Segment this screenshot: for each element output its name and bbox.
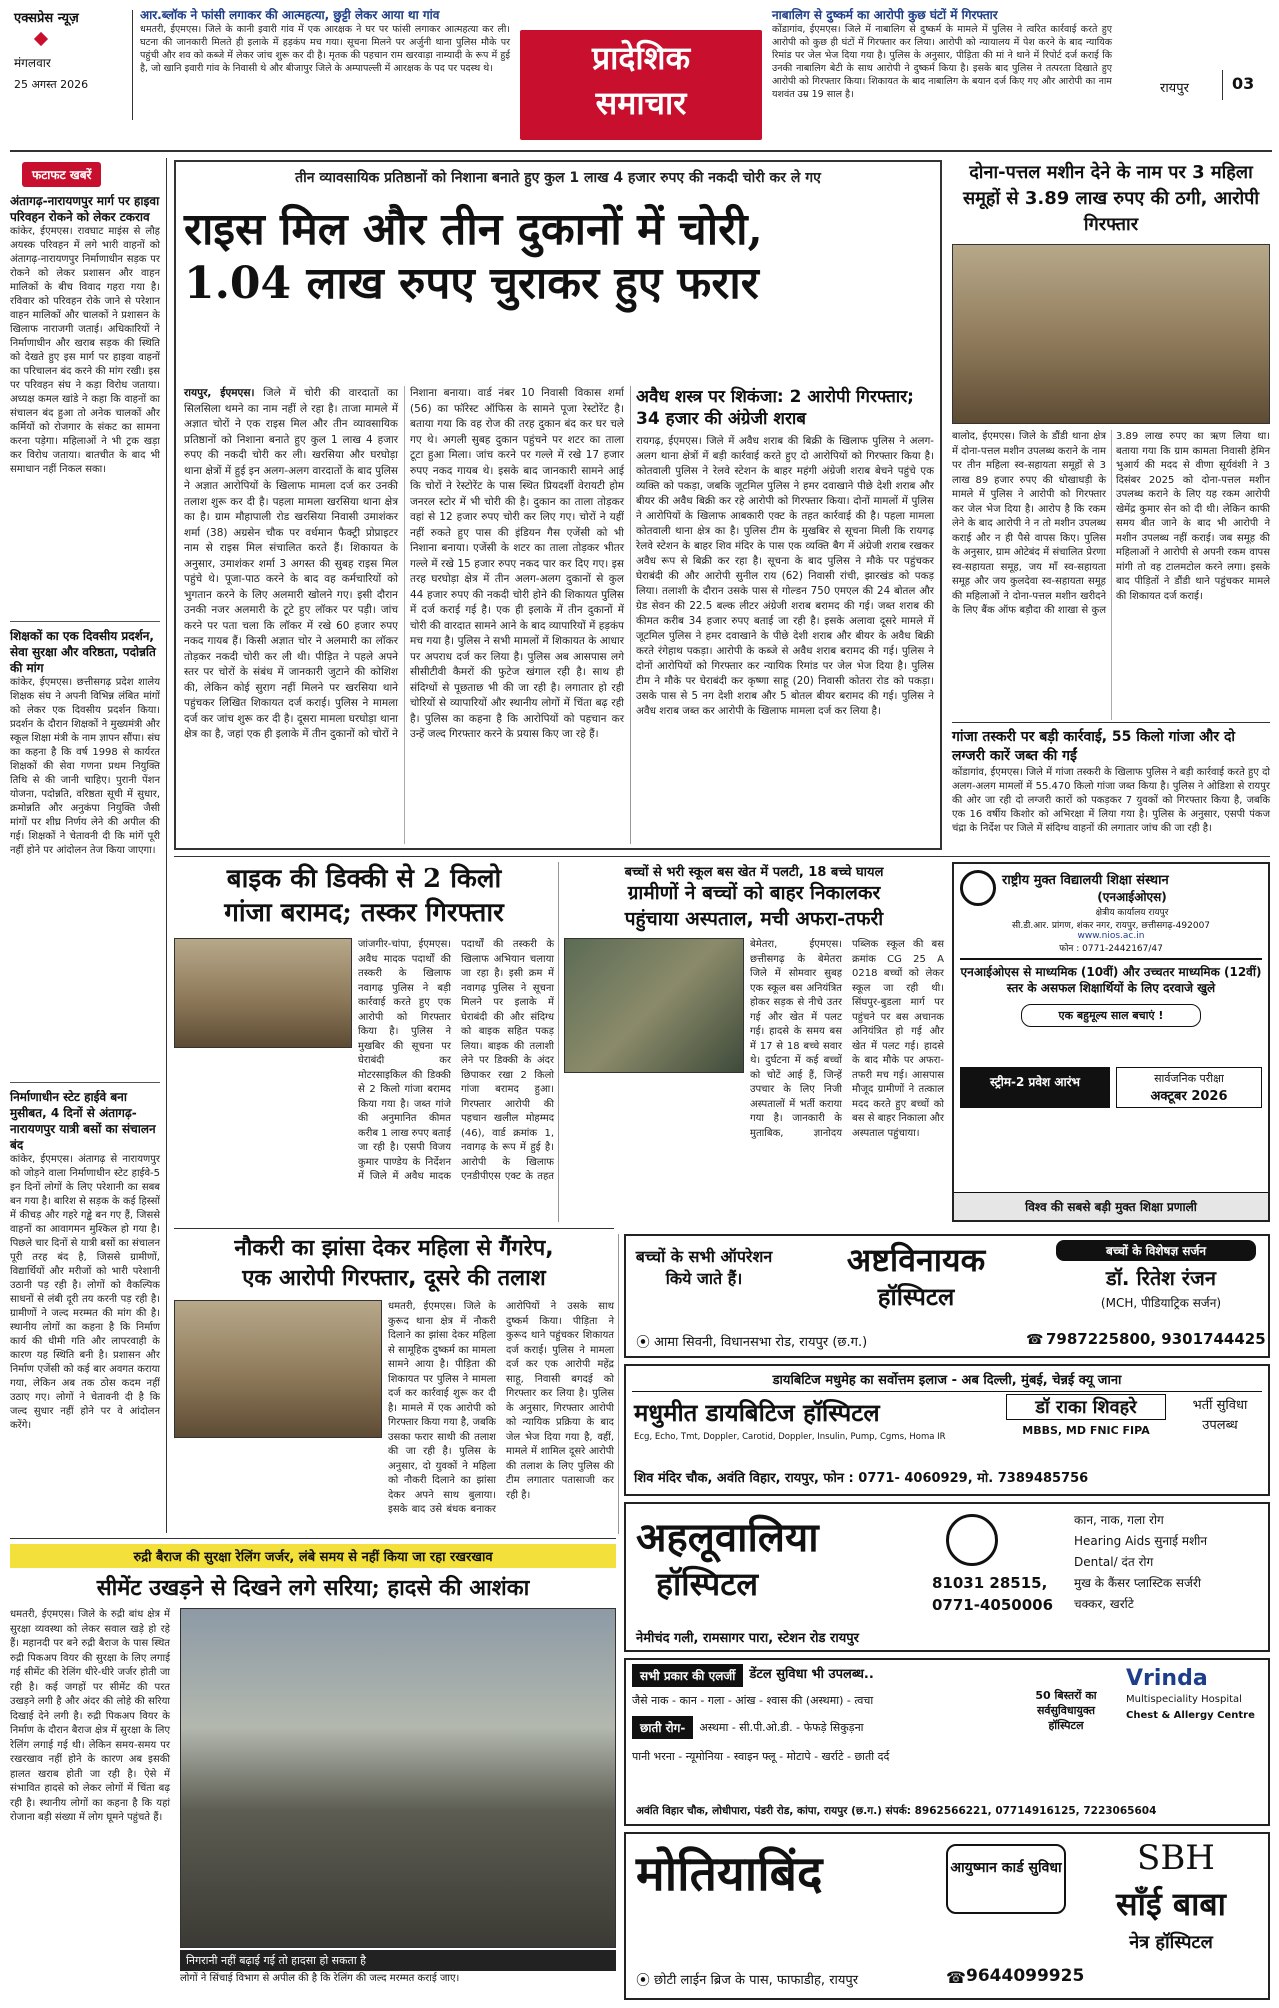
naukri-text: धमतरी, ईएमएस। जिले के कुरूद थाना क्षेत्र में नौकरी दिलाने का झांसा देकर महिला से सामूहिक दुष्कर्म का मामला सामने आया है। पीड़िता की शिकायत पर पुलिस ने मामला दर्ज कर कार्रवाई शुरू कर दी है। मामले में एक आरोपी को गिरफ्तार किया गया है, जबकि उसका फरार साथी की तलाश की जा रही है। पुलिस के अनुसार, दो युवकों ने महिला को नौकरी दिलाने का झांसा देकर अपने साथ बुलाया। इसके बाद उसे बंधक बनाकर आरोपियों ने उसके साथ दुष्कर्म किया। पीड़िता ने कुरूद थाने पहुंचकर शिकायत दर्ज कराई। पुलिस ने मामला दर्ज कर एक आरोपी महेंद्र साहू, निवासी बगदई को गिरफ्तार कर लिया है। पुलिस के अनुसार, गिरफ्तार आरोपी को न्यायिक प्रक्रिया के बाद जेल भेज दिया गया है, वहीं, मामले में शामिल दूसरे आरोपी की तलाश के लिए पुलिस की टीम लगातार पतासाजी कर रही है। [388,1301,614,1515]
bus-headline-2: पहुंचाया अस्पताल, मची अफरा-तफरी [624,908,884,930]
cement-caption-2: लोगों ने सिंचाई विभाग से अपील की है कि रेलिंग की जल्द मरम्मत कराई जाए। [180,1973,460,1984]
nios-subtitle: (एनआईओएस) [1097,890,1167,904]
sidebar-item-2-head: शिक्षकों का एक दिवसीय प्रदर्शन, सेवा सुरक्षा और वरिष्ठता, पदोन्नति की मांग [10,629,156,675]
nios-announcement: एनआईओएस से माध्यमिक (10वीं) और उच्चतर माध्यमिक (12वीं) स्तर के असफल शिक्षार्थियों के लिए दरवाजे खुले [960,965,1262,995]
moti-phone-icon: ☎ [946,1968,966,1987]
ashta-doctor: डॉ. रितेश रंजन [1106,1266,1216,1290]
madhu-ad [624,1364,1270,1496]
ashta-title: अष्टविनायक [846,1241,986,1279]
arms-text: रायगढ़, ईएमएस। जिले में अवैध शराब की बिक्री के खिलाफ पुलिस ने अलग-अलग थाना क्षेत्रों में बड़ी कार्रवाई करते हुए दो आरोपियों को गिरफ्तार किया है। कोतवाली पुलिस ने रेलवे स्टेशन के बाहर महंगी अंग्रेजी शराब बेचने पहुंचे एक व्यक्ति को पकड़ा, जबकि जूटमिल पुलिस ने हमर दवाखाने पीछे देशी शराब और बीयर की अवैध बिक्री कर रहे आरोपी को गिरफ्तार किया। दोनों मामलों में पुलिस ने आरोपियों के खिलाफ आबकारी एक्ट के तहत कार्रवाई की है। पहला मामला कोतवाली थाना क्षेत्र का है। पुलिस टीम के मुखबिर से सूचना मिली कि रायगढ़ रेलवे स्टेशन के बाहर शिव मंदिर के पास एक व्यक्ति बैग में अंग्रेजी शराब रखकर अवैध रूप से बिक्री कर रहा है। सूचना के बाद पुलिस ने मौके पर पहुंचकर घेराबंदी की और आरोपी सुनील राय (62) निवासी रांची, झारखंड को पकड़ लिया। तलाशी के दौरान उसके पास से गोल्डन 750 एमएल की 24 बोतल और ग्रेड सेवन की 22.5 बल्क लीटर अंग्रेजी शराब बरामद की गई। जब्त शराब की कीमत करीब 34 हजार रुपए बताई जा रही है। इसके अलावा दूसरे मामले में जूटमिल पुलिस ने हमर दवाखाने के पीछे देशी शराब और बीयर के अवैध बिक्री करते रंगेहाथ पकड़ा। आरोपी के कब्जे से अवैध शराब बरामद की गई। पुलिस ने दोनों आरोपियों को गिरफ्तार कर न्यायिक रिमांड पर जेल भेज दिया है। पुलिस टीम ने मौके पर घेराबंदी कर कृष्णा साहू (20) निवासी कोतरा रोड को पकड़ा। उसके पास से 5 नग देशी शराब और 5 बोतल बीयर बरामद की गई। पुलिस ने अवैध शराब जब्त कर आरोपी के खिलाफ मामला दर्ज कर लिया है। [636,435,934,717]
arms-story [636,386,934,844]
page-city: रायपुर [1160,81,1189,96]
sidebar-item-2-text: कांकेर, ईएमएस। छत्तीसगढ़ प्रदेश शालेय शिक्षक संघ ने अपनी विभिन्न लंबित मांगों को लेकर एक दिवसीय प्रदर्शन किया। प्रदर्शन के दौरान शिक्षकों ने मुख्यमंत्री और स्कूल शिक्षा मंत्री के नाम ज्ञापन सौंपा। संघ का कहना है कि वर्ष 1998 से कार्यरत शिक्षकों की सेवा गणना प्रथम नियुक्ति तिथि से की जानी चाहिए। पुरानी पेंशन योजना, पदोन्नति, वरिष्ठता सूची में सुधार, क्रमोन्नति और अनुकंपा नियुक्ति जैसी मांगों पर शीघ्र निर्णय लेने की अपील की गई। शिक्षकों ने चेतावनी दी कि मांगें पूरी नहीं होने पर आंदोलन तेज किया जाएगा। [10,677,160,856]
moti-brand: साँई बाबा [1116,1885,1226,1923]
nios-exam-label: सार्वजनिक परीक्षा [1154,1072,1224,1085]
section-banner [520,30,762,140]
bus-text: बेमेतरा, ईएमएस। छत्तीसगढ़ के बेमेतरा जिले में सोमवार सुबह एक स्कूल बस अनियंत्रित होकर सड़क से नीचे उतर गई और खेत में पलट गई। हादसे के समय बस में 17 से 18 बच्चे सवार थे। दुर्घटना में कई बच्चों को चोटें आई हैं, जिन्हें उपचार के लिए निजी अस्पतालों में भर्ती कराया गया है। जानकारी के मुताबिक, ज्ञानोदय पब्लिक स्कूल की बस क्रमांक CG 25 A 0218 बच्चों को लेकर स्कूल जा रही थी। सिंघपुर-बुडला मार्ग पर पहुंचने पर बस अचानक अनियंत्रित हो गई और खेत में पलट गई। हादसे के बाद मौके पर अफरा-तफरी मच गई। आसपास मौजूद ग्रामीणों ने तत्काल मदद करते हुए बच्चों को बस से बाहर निकाला और अस्पताल पहुंचाया। [750,939,944,1139]
teaser-left-headline: आर.ब्लॉक ने फांसी लगाकर की आत्महत्या, छुट्टी लेकर आया था गांव [140,8,440,22]
ashta-location-icon: ⦿ [636,1335,650,1351]
ahlu-service-4: मुख के कैंसर प्लास्टिक सर्जरी [1074,1576,1201,1590]
nios-address: सी.डी.आर. प्रांगण, शंकर नगर, रायपुर, छत्तीसगढ़-492007 [1011,921,1211,931]
lead-headline-1: राइस मिल और तीन दुकानों में चोरी, [184,204,763,255]
nios-office: क्षेत्रीय कार्यालय रायपुर [1095,908,1169,918]
naukri-story [174,1234,614,1534]
ganja55-headline: गांजा तस्करी पर बड़ी कार्रवाई, 55 किलो गांजा और दो लग्जरी कारें जब्त की गईं [952,729,1236,764]
cement-caption: निगरानी नहीं बढ़ाई गई तो हादसा हो सकता है [180,1950,616,1971]
moti-logo-icon: SBH [1137,1838,1215,1878]
sidebar-item-1-head: अंतागढ़-नारायणपुर मार्ग पर हाइवा परिवहन रोकने को लेकर टकराव [10,194,160,224]
madhu-degree: MBBS, MD FNIC FIPA [1022,1424,1150,1437]
dona-photo [952,244,1270,424]
vrinda-allergy: सभी प्रकार की एलर्जी [632,1664,743,1687]
madhu-top: डायबिटिज मधुमेह का सर्वोत्तम इलाज - अब दिल्ली, मुंबई, चेन्नई क्यू जाना [632,1370,1262,1392]
dona-text: बालोद, ईएमएस। जिले के डौंडी थाना क्षेत्र में दोना-पत्तल मशीन उपलब्ध कराने के नाम पर तीन महिला स्व-सहायता समूहों से 3 लाख 89 हजार रुपए की धोखाधड़ी के मामले में पुलिस ने आरोपी को गिरफ्तार कर जेल भेज दिया है। आरोप है कि रकम लेने के बाद आरोपी ने न तो मशीन उपलब्ध कराई और न ही पैसे वापस किए। पुलिस के अनुसार, ग्राम ओटेबंद में संचालित प्रेरणा स्व-सहायता समूह, जय माँ स्व-सहायता समूह और जय कुलदेवा स्व-सहायता समूह की महिलाओं ने दोना-पत्तल मशीन खरीदने के लिए बैंक ऑफ बड़ौदा की शाखा से कुल 3.89 लाख रुपए का ऋण लिया था। बताया गया कि ग्राम कामता निवासी हेमिन भुआर्य की मदद से वीणा सूर्यवंशी ने 3 दिसंबर 2025 को दोना-पत्तल मशीन उपलब्ध कराने के लिए यह रकम आरोपी खेमेंद्र कुमार सेन को दी थी। लेकिन काफी समय बीत जाने के बाद भी आरोपी ने मशीन उपलब्ध नहीं कराई। जब समूह की महिलाओं ने आरोपी से अपनी रकम वापस मांगी तो वह टालमटोल करने लगा। इसके बाद पीड़ितों ने डौंडी थाने पहुंचकर मामले की शिकायत दर्ज कराई। [952,431,1270,616]
madhu-bed: भर्ती सुविधा उपलब्ध [1192,1398,1248,1433]
sidebar-badge: फटाफट खबरें [22,162,101,187]
ahlu-address: नेमीचंद गली, रामसागर पारा, स्टेशन रोड रायपुर [636,1631,859,1646]
bus-kicker: बच्चों से भरी स्कूल बस खेत में पलटी, 18 बच्चे घायल [624,865,884,880]
cement-story [10,1544,616,2000]
ashta-left-text: बच्चों के सभी ऑपरेशन किये जाते हैं। [635,1247,773,1288]
bus-story [564,862,944,1222]
teaser-left [140,8,510,118]
masthead-logo-block [14,8,132,118]
teaser-right-text: कोंडागांव, ईएमएस। जिले में नाबालिग से दुष्कर्म के मामले में पुलिस ने त्वरित कार्रवाई करते हुए आरोपी को कुछ ही घंटों में गिरफ्तार कर लिया। आरोपी को न्यायालय में पेश करने के बाद न्यायिक रिमांड पर जेल भेज दिया गया है। पुलिस के अनुसार, पीड़िता की मां ने थाने में रिपोर्ट दर्ज कराई कि उनकी नाबालिग बेटी के साथ आरोपी ने दुष्कर्म किया है। इसके बाद पुलिस ने तत्परता दिखाते हुए आरोपी को गिरफ्तार किया। शिकायत के बाद नाबालिग के बयान दर्ज किए गए और आरोपी का नाम यशवंत उम्र 19 साल है। [772,24,1112,100]
teaser-right-headline: नाबालिग से दुष्कर्म का आरोपी कुछ घंटों में गिरफ्तार [772,8,998,22]
bike-story [174,862,554,1222]
vrinda-more: पानी भरना - न्यूमोनिया - स्वाइन फ्लू - मोटापे - खर्राटे - छाती दर्द [632,1750,890,1763]
ahlu-title: अहलूवालिया [636,1514,819,1561]
ashta-phone: 7987225800, 9301744425 [1046,1330,1266,1348]
arms-headline: अवैध शस्त्र पर शिकंजा: 2 आरोपी गिरफ्तार; 34 हजार की अंग्रेजी शराब [636,387,914,429]
naukri-headline-2: एक आरोपी गिरफ्तार, दूसरे की तलाश [242,1266,546,1291]
vrinda-address: अवंति विहार चौक, लोधीपारा, पंडरी रोड, कांपा, रायपुर (छ.ग.) संपर्क: 8962566221, 07714916125, 7223065604 [636,1805,1157,1817]
vrinda-beds: 50 बिस्तरों का सर्वसुविधायुक्त हॉस्पिटल [1035,1689,1097,1732]
ganja55-text: कोंडागांव, ईएमएस। जिले में गांजा तस्करी के खिलाफ पुलिस ने बड़ी कार्रवाई करते हुए दो अलग-अलग मामलों में 55.470 किलो गांजा जब्त किया है। पुलिस ने ओडिशा से रायपुर की ओर जा रही दो लग्जरी कारों को पकड़कर 7 युवकों को गिरफ्तार किया है, जबकि एक 16 वर्षीय किशोर को अभिरक्षा में लिया गया है। पुलिस के अनुसार, एसपी पंकज चंद्रा के निर्देश पर जिले में संदिग्ध वाहनों की लगातार जांच की जा रही है। [952,767,1270,834]
vrinda-chest-list: अस्थमा - सी.पी.ओ.डी. - फेफड़े सिकुड़ना [699,1721,864,1734]
ahlu-service-3: Dental/ दंत रोग [1074,1555,1154,1569]
section-title-2: समाचार [595,84,687,122]
bike-headline-1: बाइक की डिक्की से 2 किलो [226,864,502,894]
moti-phone: 9644099925 [966,1966,1085,1986]
issue-day: मंगलवार [14,56,51,70]
ashta-spec: बच्चों के विशेषज्ञ सर्जन [1056,1240,1256,1261]
lead-text: जिले में चोरी की वारदातों का सिलसिला थमने का नाम नहीं ले रहा है। ताजा मामले में अज्ञात चोरों ने एक राइस मिल और तीन व्यावसायिक प्रतिष्ठानों को निशाना बनाते हुए कुल 1 लाख 4 हजार रुपए की नकदी चोरी कर ली। खरसिया और घरघोड़ा थाना क्षेत्रों में हुई इन अलग-अलग वारदातों के बाद पुलिस ने अज्ञात आरोपियों के खिलाफ मामला दर्ज कर उनकी तलाश शुरू कर दी है। पहला मामला खरसिया थाना क्षेत्र का है। ग्राम मौहापाली रोड खरसिया निवासी उमाशंकर शर्मा (38) अग्रसेन चौक पर वर्धमान फैक्ट्री प्रोप्राइटर नाम से राइस मिल संचालित करते हैं। शिकायत के अनुसार, उमाशंकर शर्मा 3 अगस्त की सुबह राइस मिल पहुंचे थे। पूजा-पाठ करने के बाद वह कर्मचारियों को भुगतान करने के लिए अलमारी खोलने गए। इसी दौरान उनकी नजर अलमारी के टूटे हुए लॉकर पर पड़ी। जांच करने पर पता चला कि लॉकर में रखे 60 हजार रुपए नकद गायब हैं। किसी अज्ञात चोर ने अलमारी का लॉकर तोड़कर नकदी चोरी कर ली थी। पीड़ित ने पहले अपने स्तर पर चोरों के संबंध में जानकारी जुटाने की कोशिश की, लेकिन कोई सुराग नहीं मिलने पर खरसिया थाने पहुंचकर लिखित शिकायत दर्ज कराई। पुलिस ने मामला दर्ज कर जांच शुरू कर दी है। दूसरा मामला घरघोड़ा थाना क्षेत्र का है, जहां एक ही इलाके में तीन दुकानों को चोरों ने निशाना बनाया। वार्ड नंबर 10 निवासी विकास शर्मा (56) का फॉरेस्ट ऑफिस के सामने पूजा रेस्टोरेंट है। बताया गया कि वह रोज की तरह दुकान बंद कर घर चले गए थे। अगली सुबह दुकान पहुंचने पर शटर का ताला टूटा हुआ मिला। जांच करने पर गल्ले में रखे 17 हजार रुपए नकद गायब थे। इसके बाद जानकारी सामने आई कि चोरों ने रेस्टोरेंट के पास स्थित प्रियदर्शी वेरायटी होम जनरल स्टोर में भी चोरी की है। दुकान का ताला तोड़कर वहां से 12 हजार रुपए चोरी कर लिए गए। चोरों ने यहीं नहीं रुकते हुए पास की इंडियन गैस एजेंसी को भी निशाना बनाया। एजेंसी के शटर का ताला तोड़कर भीतर गल्ले में रखे 15 हजार रुपए नकद पार कर दिए गए। इस तरह घरघोड़ा क्षेत्र में तीन अलग-अलग दुकानों से कुल 44 हजार रुपए की नकदी चोरी होने की शिकायत पुलिस में दर्ज कराई गई है। एक ही इलाके में तीन दुकानों में चोरी की वारदात सामने आने के बाद व्यापारियों में हड़कंप मच गया है। पुलिस ने सभी मामलों में शिकायत के आधार पर अपराध दर्ज कर लिया है। पुलिस अब आसपास लगे सीसीटीवी कैमरों की फुटेज खंगाल रही है। साथ ही संदिग्धों से पूछताछ भी की जा रही है। लगातार हो रही चोरियों से व्यापारियों और स्थानीय लोगों में चिंता बढ़ रही है। पुलिस का कहना है कि आरोपियों को पहचान कर उन्हें जल्द गिरफ्तार करने के प्रयास किए जा रहे हैं। [184,387,624,740]
sidebar-item-3-head: निर्माणाधीन स्टेट हाईवे बना मुसीबत, 4 दिनों से अंतागढ़-नारायणपुर यात्री बसों का संचालन बंद [10,1090,156,1152]
moti-title: मोतियाबिंद [636,1846,823,1902]
teaser-left-text: धमतरी, ईएमएस। जिले के कानी इवारी गांव में एक आरक्षक ने घर पर फांसी लगाकर आत्महत्या कर ली। घटना की जानकारी मिलते ही इलाके में हड़कंप मच गया। सूचना मिलने पर अर्जुनी थाना पुलिस मौके पर पहुंची और शव को कब्जे में लेकर जांच शुरू कर दी है। मृतक की पहचान राम खरवाड़ा नाम्यादी के रूप में हुई है, जो खानि इवारी गांव के निवासी थे और बीजापुर जिले के अम्पापल्ली में आरक्षक के पद पर पदस्थ थे। [140,24,510,74]
nios-badge: एक बहुमूल्य साल बचाएं ! [1021,1004,1201,1027]
ganja55-story [952,728,1270,850]
newspaper-logo: एक्सप्रेस न्यूज़ [14,11,79,26]
nios-logo-icon [960,870,996,906]
lead-headline-2: 1.04 लाख रुपए चुराकर हुए फरार [184,258,759,309]
ahlu-service-1: कान, नाक, गला रोग [1074,1513,1164,1527]
vrinda-chest-centre: Chest & Allergy Centre [1126,1710,1255,1721]
ahlu-emblem-icon [946,1514,998,1566]
nios-website[interactable]: www.nios.ac.in [1077,931,1145,941]
cement-kicker: रुद्री बैराज की सुरक्षा रेलिंग जर्जर, लंबे समय से नहीं किया जा रहा रखरखाव [10,1544,616,1568]
cement-headline: सीमेंट उखड़ने से दिखने लगे सरिया; हादसे की आशंका [96,1575,530,1601]
cement-text: धमतरी, ईएमएस। जिले के रुद्री बांध क्षेत्र में सुरक्षा व्यवस्था को लेकर सवाल खड़े हो रहे हैं। महानदी पर बने रुद्री बैराज के पास स्थित रुद्री पिकअप वियर की सुरक्षा के लिए लगाई गई सीमेंट की रेलिंग धीरे-धीरे जर्जर होती जा रही है। कई जगहों पर सीमेंट की परत उखड़ने लगी है और अंदर की लोहे की सरिया दिखाई देने लगी है। रुद्री पिकअप वियर के निर्माण के दौरान बैराज क्षेत्र में सुरक्षा के लिए रेलिंग लगाई गई थी। लेकिन समय-समय पर रखरखाव नहीं होने के कारण अब इसकी हालत खराब होती जा रही है। ऐसे में संभावित हादसे को लेकर लोगों में चिंता बढ़ रही है। स्थानीय लोगों का कहना है कि यहां रोजाना बड़ी संख्या में लोग घूमने पहुंचते हैं। [10,1609,170,1823]
vrinda-name: Vrinda [1126,1666,1208,1691]
bus-headline-1: ग्रामीणों ने बच्चों को बाहर निकालकर [627,882,881,904]
ahlu-phone-2: 0771-4050006 [932,1596,1054,1614]
madhu-title: मधुमीत डायबिटिज हॉस्पिटल [634,1399,880,1427]
moti-location-icon: ⦿ [636,1973,650,1989]
bike-photo [174,938,352,1048]
nios-footer: विश्व की सबसे बड़ी मुक्त शिक्षा प्रणाली [954,1192,1268,1220]
page-number: 03 [1232,74,1255,93]
ahlu-phone-1: 81031 28515, [932,1574,1048,1592]
madhu-tests: Ecg, Echo, Tmt, Doppler, Carotid, Doppler, Insulin, Pump, Cgms, Homa IR [634,1432,946,1442]
bike-headline-2: गांजा बरामद; तस्कर गिरफ्तार [224,898,504,928]
moti-address: छोटी लाईन ब्रिज के पास, फाफाडीह, रायपुर [654,1973,859,1988]
ashta-ad [624,1234,1270,1358]
cement-photo [180,1608,616,1948]
moti-ad [624,1832,1270,2000]
naukri-headline-1: नौकरी का झांसा देकर महिला से गैंगरेप, [234,1236,554,1261]
ashta-degree: (MCH, पीडियाट्रिक सर्जन) [1100,1296,1222,1310]
lead-kicker: तीन व्यावसायिक प्रतिष्ठानों को निशाना बनाते हुए कुल 1 लाख 4 हजार रुपए की नकदी चोरी कर ले गए [295,170,821,186]
ashta-address: आमा सिवनी, विधानसभा रोड, रायपुर (छ.ग.) [654,1335,868,1350]
ahlu-ad [624,1502,1270,1652]
ashta-phone-icon: ☎ [1026,1332,1044,1348]
dona-headline: दोना-पत्तल मशीन देने के नाम पर 3 महिला समूहों से 3.89 लाख रुपए की ठगी, आरोपी गिरफ्तार [962,162,1259,235]
vrinda-ad [624,1658,1270,1826]
nios-stream-box: स्ट्रीम-2 प्रवेश आरंभ [960,1067,1110,1108]
logo-diamond-icon [34,32,48,46]
bus-photo [564,938,744,1073]
vrinda-dental: डेंटल सुविधा भी उपलब्ध.. [749,1667,874,1682]
ahlu-service-5: चक्कर, खर्राटे [1074,1597,1134,1611]
ashta-subtitle: हॉस्पिटल [877,1282,955,1311]
madhu-address: शिव मंदिर चौक, अवंति विहार, रायपुर, फोन : 0771- 4060929, मो. 7389485756 [634,1471,1089,1486]
bike-text: जांजगीर-चांपा, ईएमएस। अवैध मादक पदार्थों की तस्करी के खिलाफ नवागढ़ पुलिस ने बड़ी कार्रवाई करते हुए एक आरोपी को गिरफ्तार किया है। पुलिस ने मुखबिर की सूचना पर घेराबंदी कर मोटरसाइकिल की डिक्की से 2 किलो गांजा बरामद किया गया है। जब्त गांजे की अनुमानित कीमत करीब 1 लाख रुपए बताई जा रही है। एसपी विजय कुमार पाण्डेय के निर्देशन में जिले में अवैध मादक पदार्थों की तस्करी के खिलाफ अभियान चलाया जा रहा है। इसी क्रम में नवागढ़ पुलिस ने सूचना मिलने पर इलाके में घेराबंदी की और संदिग्ध को बाइक सहित पकड़ लिया। बाइक की तलाशी लेने पर डिक्की के अंदर छिपाकर रखा 2 किलो गांजा बरामद हुआ। गिरफ्तार आरोपी की पहचान खलील मोहम्मद (46), वार्ड क्रमांक 1, नवागढ़ के रूप में हुई है। आरोपी के खिलाफ एनडीपीएस एक्ट के तहत [358,939,554,1182]
sidebar-item-1-text: कांकेर, ईएमएस। रावघाट माइंस से लौह अयस्क परिवहन में लगे भारी वाहनों को अंतागढ़-नारायणपुर निर्माणाधीन सड़क पर रोकने को लेकर प्रशासन और वाहन मालिकों के बीच विवाद गहरा गया है। रविवार को परिवहन रोके जाने से परेशान वाहन मालिकों और चालकों ने प्रशासन के खिलाफ नाराजगी जताई। अधिकारियों ने निर्माणाधीन और खराब सड़क की स्थिति को देखते हुए इस मार्ग पर हाइवा वाहनों का परिचालन बंद करने की मांग रखी। इस पर परिवहन संघ ने कड़ा विरोध जताया। अध्यक्ष कमल खांडे ने कहा कि वाहनों का संचालन बंद हुआ तो अनेक चालकों और कर्मियों को रोजगार के संकट का सामना करना पड़ेगा। महिलाओं ने भी ट्रक खड़ा कर विरोध जताया। बातचीत के बाद भी समाधान नहीं निकल सका। [10,226,160,475]
nios-ad [952,862,1270,1222]
moti-subtitle: नेत्र हॉस्पिटल [1129,1932,1213,1953]
naukri-photo [174,1300,382,1438]
moti-ayushman: आयुष्मान कार्ड सुविधा [946,1844,1066,1914]
issue-date: 25 अगस्त 2026 [14,78,89,91]
ahlu-subtitle: हॉस्पिटल [656,1565,759,1603]
vrinda-chest-label: छाती रोग- [632,1716,693,1739]
ahlu-service-2: Hearing Aids सुनाई मशीन [1074,1534,1207,1548]
vrinda-subtitle: Multispeciality Hospital [1126,1694,1242,1705]
nios-title: राष्ट्रीय मुक्त विद्यालयी शिक्षा संस्थान [1002,873,1169,888]
lead-body [184,386,624,844]
madhu-doctor: डॉ राका शिवहरे [1006,1394,1166,1420]
nios-exam-month: अक्टूबर 2026 [1150,1089,1228,1104]
dona-story [952,160,1270,720]
section-title: प्रादेशिक [591,39,691,77]
lead-dateline: रायपुर, ईएमएस। [184,387,255,399]
teaser-right [772,8,1112,118]
nios-phone: फोन : 0771-2442167/47 [1059,944,1163,954]
sidebar [10,158,160,1533]
vrinda-services: जैसे नाक - कान - गला - आंख - श्वास की (अस्थमा) - त्वचा [632,1694,874,1707]
sidebar-item-3-text: कांकेर, ईएमएस। अंतागढ़ से नारायणपुर को जोड़ने वाला निर्माणाधीन स्टेट हाईवे-5 इन दिनों लोगों के लिए परेशानी का सबब बन गया है। बारिश से सड़क के कई हिस्सों में कीचड़ और गहरे गड्ढे बन गए हैं, जिससे वाहनों का आवागमन मुश्किल हो गया है। पिछले चार दिनों से यात्री बसों का संचालन पूरी तरह बंद है, जिससे ग्रामीणों, विद्यार्थियों और मरीजों को भारी परेशानी उठानी पड़ रही है। लोगों को वैकल्पिक साधनों से लंबी दूरी तय करनी पड़ रही है। ग्रामीणों ने जल्द मरम्मत की मांग की है। स्थानीय लोगों का कहना है कि निर्माण कार्य की धीमी गति और लापरवाही के कारण यह स्थिति बनी है। प्रशासन और निर्माण एजेंसी को कई बार अवगत कराया गया, लेकिन अब तक ठोस कदम नहीं उठाए गए। लोगों ने चेतावनी दी है कि जल्द सुधार नहीं होने पर वे आंदोलन करेंगे। [10,1154,161,1431]
